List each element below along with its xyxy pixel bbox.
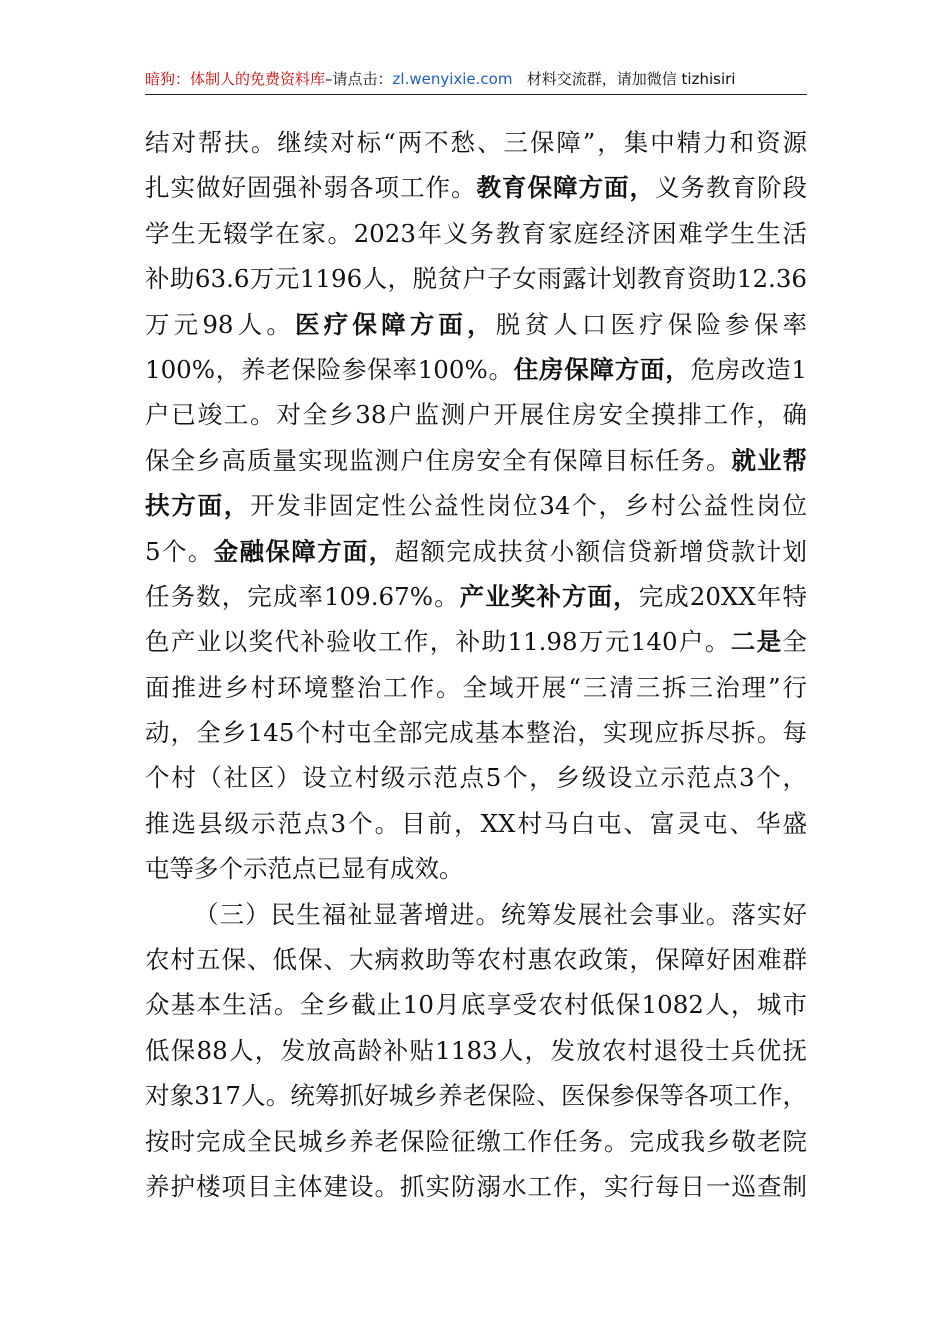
text-segment: 养护楼项目主体建设。抓实防溺水工作，实行每日一巡查制 [145, 1171, 807, 1201]
text-line [145, 892, 807, 937]
header-contact: 材料交流群，请加微信 tizhisiri [526, 70, 736, 88]
text-line [145, 982, 807, 1027]
text-line [145, 619, 807, 664]
text-segment: 学生无辍学在家。2023年义务教育家庭经济困难学生生活 [145, 218, 807, 248]
bold-heading-text: 教育保障方面， [476, 173, 655, 203]
bold-heading-text: 就业帮 [731, 445, 807, 475]
text-segment: 推选县级示范点3个。目前，XX村马白屯、富灵屯、华盛 [145, 808, 807, 838]
text-segment: 面推进乡村环境整治工作。全域开展“三清三拆三治理”行 [145, 672, 807, 702]
text-line [145, 1073, 807, 1118]
text-segment: 5个。 [145, 536, 214, 566]
text-segment: 对象317人。统筹抓好城乡养老保险、医保参保等各项工作， [145, 1081, 807, 1111]
text-line [145, 256, 807, 301]
text-line [145, 1164, 807, 1209]
text-segment: 万元98人。 [145, 309, 296, 339]
text-segment: 100%，养老保险参保率100%。 [145, 354, 514, 384]
text-line [145, 438, 807, 483]
text-segment: （三）民生福祉显著增进。统筹发展社会事业。落实好 [194, 899, 807, 929]
text-line [145, 211, 807, 256]
document-body [145, 120, 807, 1209]
page-header [145, 66, 807, 95]
text-segment: 色产业以奖代补验收工作，补助11.98万元140户。 [145, 627, 731, 657]
text-line [145, 483, 807, 528]
text-line [145, 755, 807, 800]
text-line [145, 529, 807, 574]
text-segment: 动，全乡145个村屯全部完成基本整治，实现应拆尽拆。每 [145, 718, 807, 748]
bold-heading-text: 扶方面， [145, 491, 251, 521]
text-segment: 开发非固定性公益性岗位34个，乡村公益性岗位 [250, 491, 807, 521]
text-line [145, 347, 807, 392]
text-line [145, 392, 807, 437]
text-segment: 危房改造1 [690, 354, 808, 384]
text-segment: 结对帮扶。继续对标“两不愁、三保障”，集中精力和资源 [145, 128, 807, 157]
text-line [145, 801, 807, 846]
text-segment: 个村（社区）设立村级示范点5个，乡级设立示范点3个， [145, 763, 807, 793]
text-line [145, 846, 807, 891]
bold-heading-text: 二是 [730, 627, 783, 657]
text-segment: 保全乡高质量实现监测户住房安全有保障目标任务。 [145, 445, 732, 475]
bold-heading-text: 医疗保障方面， [295, 309, 496, 339]
text-line [145, 165, 807, 210]
text-segment: 脱贫人口医疗保险参保率 [495, 309, 807, 339]
text-segment: 按时完成全民城乡养老保险征缴工作任务。完成我乡敬老院 [145, 1126, 807, 1156]
text-line [145, 1028, 807, 1073]
header-url-link[interactable]: zl.wenyixie.com [392, 70, 513, 88]
text-segment: 义务教育阶段 [655, 173, 807, 203]
text-line [145, 120, 807, 165]
text-line [145, 302, 807, 347]
text-segment: 任务数，完成率109.67%。 [145, 581, 460, 611]
text-segment: 农村五保、低保、大病救助等农村惠农政策，保障好困难群 [145, 945, 807, 975]
text-segment: 扎实做好固强补弱各项工作。 [145, 173, 477, 203]
text-segment: 屯等多个示范点已显有成效。 [145, 854, 464, 884]
header-site-name: 暗狗：体制人的免费资料库 [145, 70, 326, 88]
text-segment: 完成20XX年特 [638, 581, 807, 611]
text-line [145, 574, 807, 619]
text-segment: 户已竣工。对全乡38户监测户开展住房安全摸排工作，确 [145, 400, 807, 430]
text-segment: 全 [782, 627, 807, 657]
text-line [145, 710, 807, 755]
bold-heading-text: 产业奖补方面， [459, 581, 639, 611]
text-segment: 众基本生活。全乡截止10月底享受农村低保1082人，城市 [145, 990, 807, 1020]
header-click-prompt: –请点击： [325, 70, 393, 88]
text-line [145, 937, 807, 982]
text-line [145, 1119, 807, 1164]
text-line [145, 665, 807, 710]
text-segment: 补助63.6万元1196人，脱贫户子女雨露计划教育资助12.36 [145, 264, 807, 294]
text-segment: 超额完成扶贫小额信贷新增贷款计划 [394, 536, 807, 566]
bold-heading-text: 金融保障方面， [213, 536, 395, 566]
text-segment: 低保88人，发放高龄补贴1183人，发放农村退役士兵优抚 [145, 1035, 807, 1065]
bold-heading-text: 住房保障方面， [513, 354, 691, 384]
